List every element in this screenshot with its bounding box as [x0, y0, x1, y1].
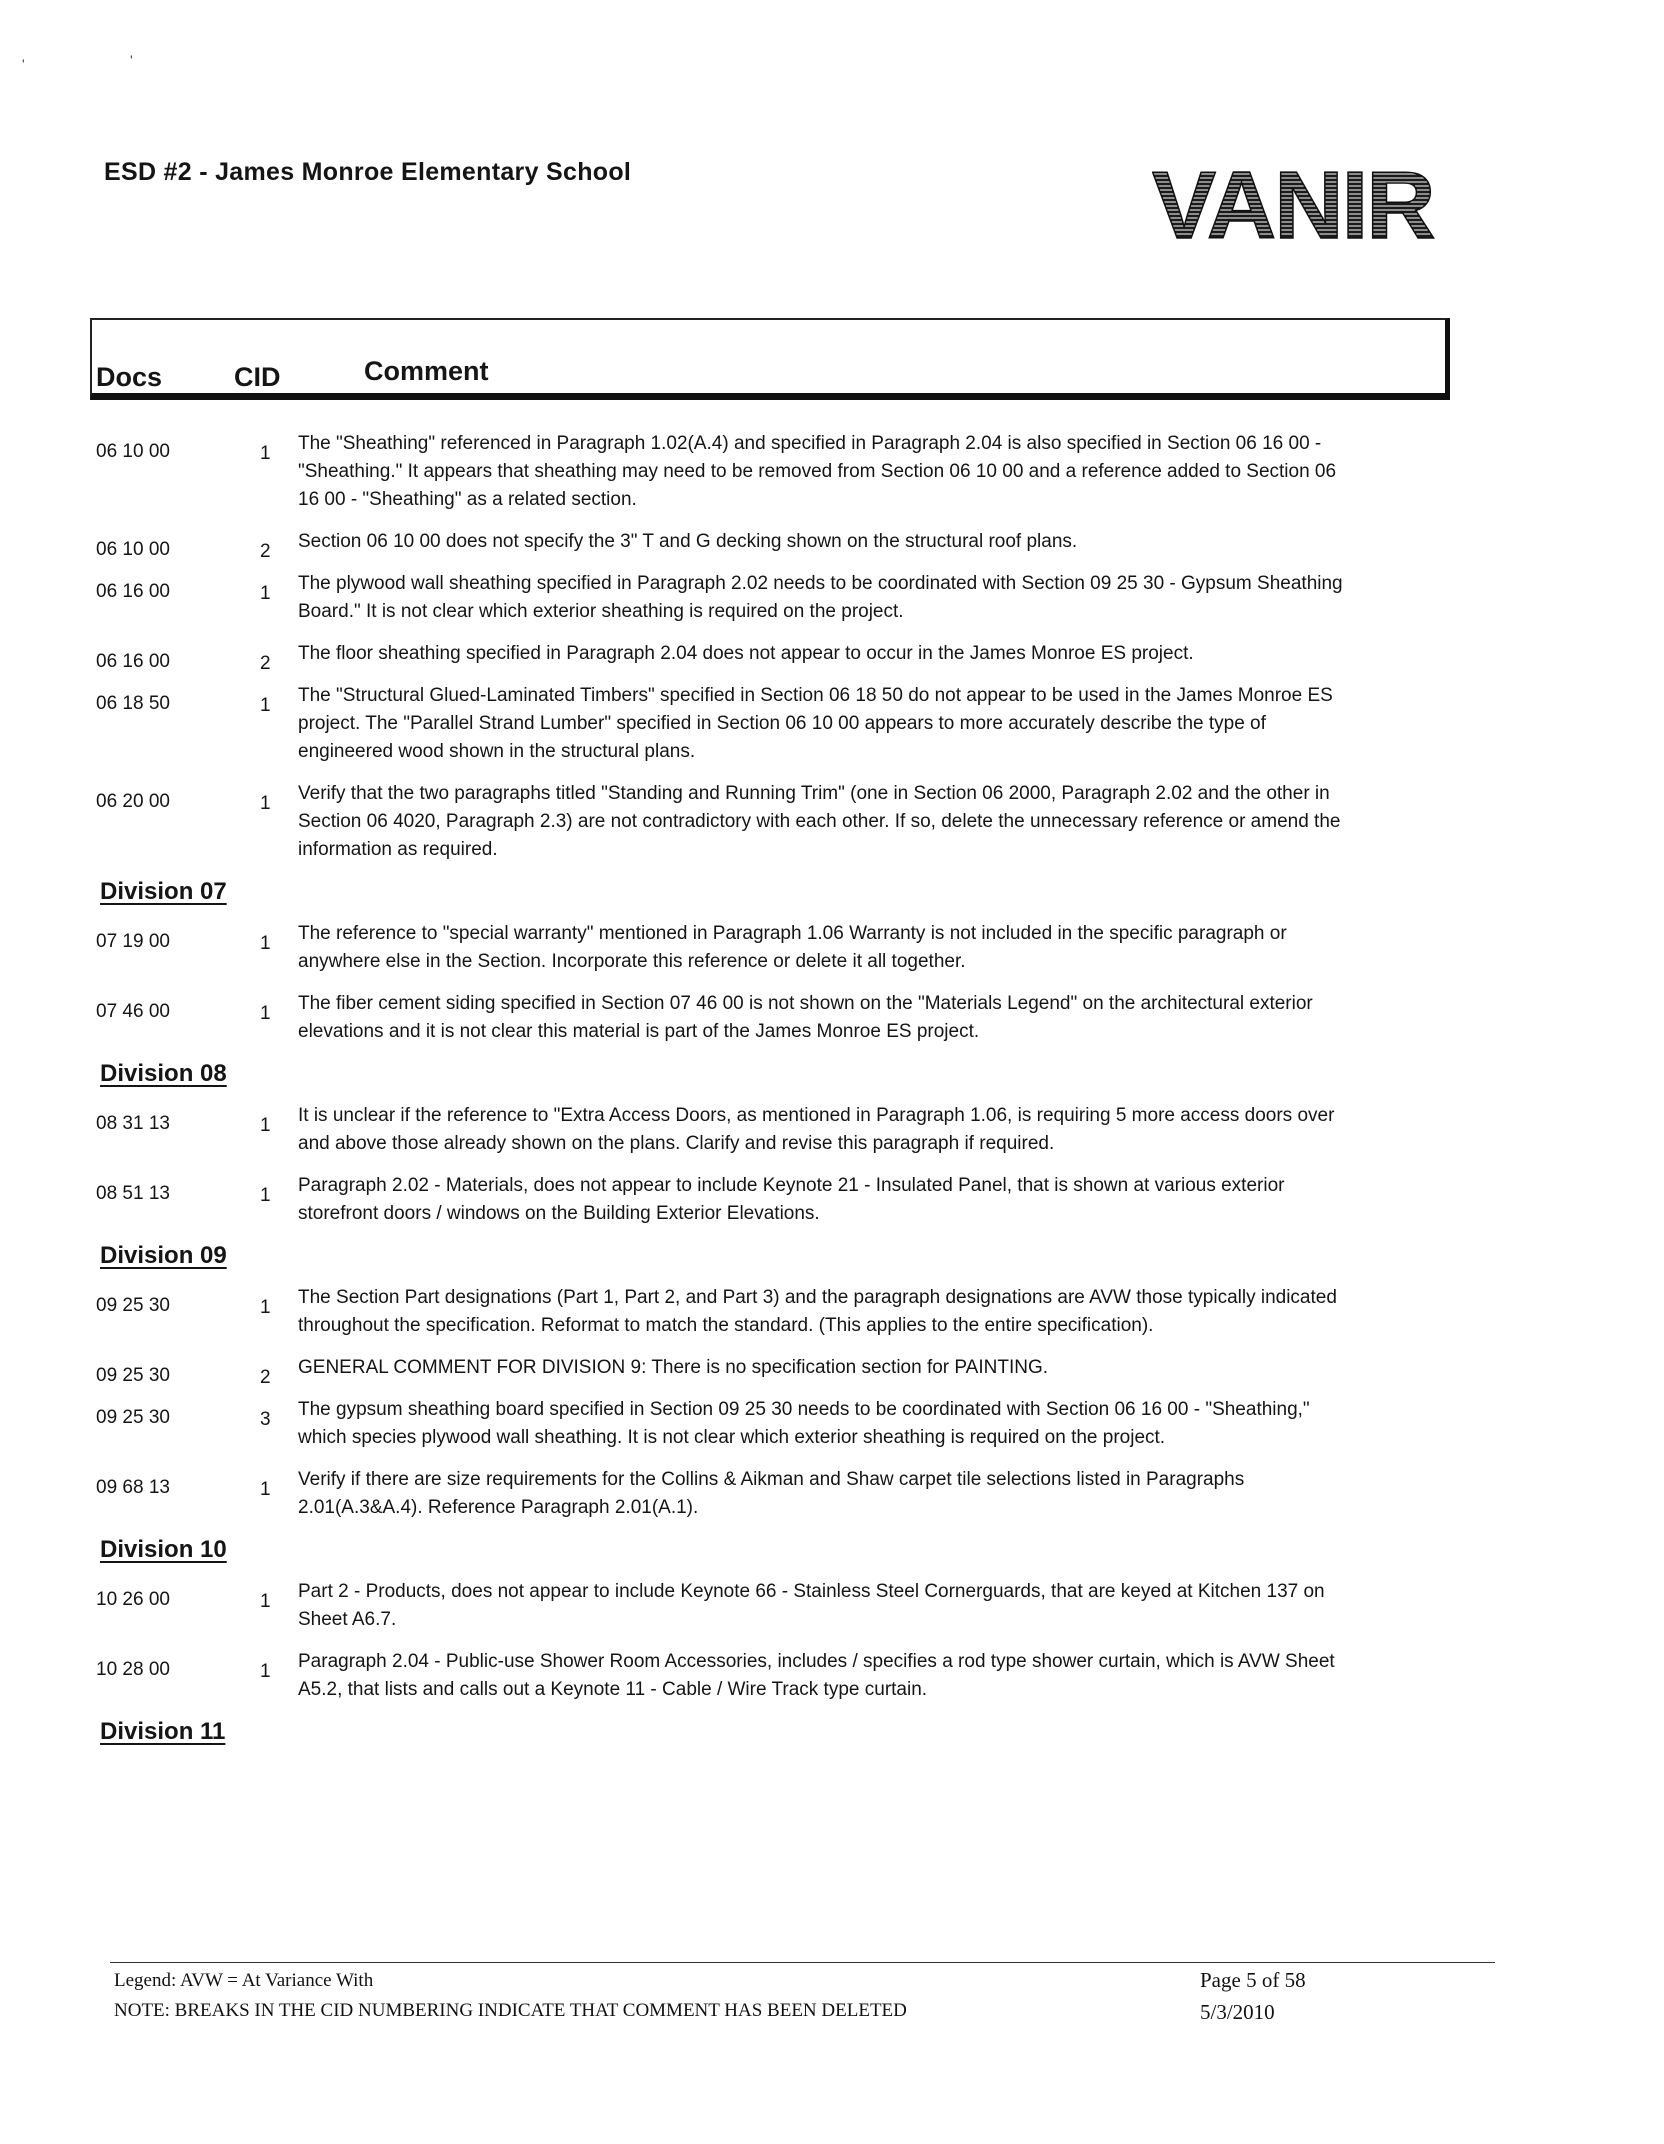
division-heading: Division 07 [100, 878, 227, 905]
comment-text: The floor sheathing specified in Paragraph 2.04 does not appear to occur in the James Monroe ES project. [298, 643, 1194, 664]
page-number: Page 5 of 58 [1200, 1968, 1306, 1992]
table-row [96, 1466, 1346, 1522]
column-header-cid: CID [234, 362, 281, 392]
comment-id: 1 [260, 1297, 271, 1318]
doc-section-number: 09 25 30 [96, 1365, 170, 1386]
table-row [96, 430, 1346, 514]
table-row [96, 780, 1346, 864]
comment-text: The reference to "special warranty" mentioned in Paragraph 1.06 Warranty is not included in the specific paragraph or anywhere else in the Section. Incorporate this reference or delete it all together. [298, 923, 1287, 972]
table-header [90, 318, 1450, 400]
comment-id: 1 [260, 443, 271, 464]
table-row [96, 920, 1346, 976]
comment-id: 1 [260, 1591, 271, 1612]
comment-text: The "Sheathing" referenced in Paragraph 1.02(A.4) and specified in Paragraph 2.04 is also specified in Section 06 16 00 - "Sheathing." It appears that sheathing may need to be removed from Section 06 10 00 and a reference added to Section 06 16 00 - "Sheathing" as a related section. [298, 433, 1337, 510]
doc-section-number: 10 26 00 [96, 1589, 170, 1610]
comment-text: The Section Part designations (Part 1, Part 2, and Part 3) and the paragraph designations are AVW those typically indicated throughout the specification. Reformat to match the standard. (This applies to the entire specification). [298, 1287, 1337, 1336]
doc-section-number: 06 10 00 [96, 539, 170, 560]
comment-text: The gypsum sheathing board specified in Section 09 25 30 needs to be coordinated with Section 06 16 00 - "Sheathing," which species plywood wall sheathing. It is not clear which exterior sheathing is required on the project. [298, 1399, 1310, 1448]
comment-text: Paragraph 2.02 - Materials, does not appear to include Keynote 21 - Insulated Panel, that is shown at various exterior storefront doors / windows on the Building Exterior Elevations. [298, 1175, 1285, 1224]
comment-text: It is unclear if the reference to "Extra Access Doors, as mentioned in Paragraph 1.06, is requiring 5 more access doors over and above those already shown on the plans. Clarify and revise this paragraph if required. [298, 1105, 1335, 1154]
division-heading: Division 09 [100, 1242, 227, 1269]
doc-section-number: 08 31 13 [96, 1113, 170, 1134]
doc-section-number: 07 19 00 [96, 931, 170, 952]
comment-id: 1 [260, 1003, 271, 1024]
doc-section-number: 06 18 50 [96, 693, 170, 714]
comment-table-body [96, 430, 1346, 1760]
vanir-logo-text: VANIR [1152, 160, 1434, 252]
document-title: ESD #2 - James Monroe Elementary School [104, 158, 632, 186]
table-row [96, 1284, 1346, 1340]
doc-section-number: 07 46 00 [96, 1001, 170, 1022]
table-row [96, 570, 1346, 626]
doc-section-number: 09 25 30 [96, 1407, 170, 1428]
comment-text: The fiber cement siding specified in Section 07 46 00 is not shown on the "Materials Legend" on the architectural exterior elevations and it is not clear this material is part of the James Monroe ES project. [298, 993, 1313, 1042]
comment-id: 2 [260, 541, 271, 562]
doc-section-number: 09 68 13 [96, 1477, 170, 1498]
footer-legend: Legend: AVW = At Variance With [114, 1970, 374, 1991]
comment-id: 1 [260, 793, 271, 814]
column-header-docs: Docs [96, 362, 163, 392]
doc-section-number: 09 25 30 [96, 1295, 170, 1316]
footer-note: NOTE: BREAKS IN THE CID NUMBERING INDICATE THAT COMMENT HAS BEEN DELETED [114, 2000, 907, 2021]
comment-text: Paragraph 2.04 - Public-use Shower Room Accessories, includes / specifies a rod type shower curtain, which is AVW Sheet A5.2, that lists and calls out a Keynote 11 - Cable / Wire Track type curtain. [298, 1651, 1335, 1700]
scan-speck: ' [22, 56, 25, 72]
division-heading: Division 10 [100, 1536, 227, 1563]
division-heading: Division 08 [100, 1060, 227, 1087]
table-row [96, 990, 1346, 1046]
table-row [96, 1172, 1346, 1228]
comment-text: GENERAL COMMENT FOR DIVISION 9: There is no specification section for PAINTING. [298, 1357, 1049, 1378]
doc-section-number: 06 20 00 [96, 791, 170, 812]
comment-id: 2 [260, 1367, 271, 1388]
comment-text: The plywood wall sheathing specified in Paragraph 2.02 needs to be coordinated with Section 09 25 30 - Gypsum Sheathing Board." It is not clear which exterior sheathing is required on the project. [298, 573, 1343, 622]
comment-text: Verify if there are size requirements for the Collins & Aikman and Shaw carpet tile selections listed in Paragraphs 2.01(A.3&A.4). Reference Paragraph 2.01(A.1). [298, 1469, 1245, 1518]
table-row [96, 682, 1346, 766]
table-row [96, 1102, 1346, 1158]
comment-id: 1 [260, 1185, 271, 1206]
comment-id: 1 [260, 1479, 271, 1500]
comment-text: Part 2 - Products, does not appear to include Keynote 66 - Stainless Steel Cornerguards, that are keyed at Kitchen 137 on Sheet A6.7. [298, 1581, 1325, 1630]
doc-section-number: 06 16 00 [96, 581, 170, 602]
comment-id: 1 [260, 695, 271, 716]
doc-section-number: 08 51 13 [96, 1183, 170, 1204]
comment-text: Verify that the two paragraphs titled "Standing and Running Trim" (one in Section 06 2000, Paragraph 2.02 and the other in Section 06 4020, Paragraph 2.3) are not contradictory with each other. If so, delete the unnecessary reference or amend the information as required. [298, 783, 1341, 860]
comment-text: The "Structural Glued-Laminated Timbers" specified in Section 06 18 50 do not appear to be used in the James Monroe ES project. The "Parallel Strand Lumber" specified in Section 06 10 00 appears to more accurately describe the type of engineered wood shown in the structural plans. [298, 685, 1333, 762]
vanir-logo [1152, 160, 1452, 252]
comment-id: 3 [260, 1409, 271, 1430]
footer-divider [110, 1962, 1495, 1963]
table-row [96, 640, 1346, 674]
comment-id: 1 [260, 583, 271, 604]
comment-id: 1 [260, 1115, 271, 1136]
doc-section-number: 10 28 00 [96, 1659, 170, 1680]
table-row [96, 1396, 1346, 1452]
table-row [96, 1648, 1346, 1704]
column-header-comment: Comment [364, 356, 489, 386]
doc-section-number: 06 16 00 [96, 651, 170, 672]
doc-section-number: 06 10 00 [96, 441, 170, 462]
table-row [96, 1354, 1346, 1388]
comment-id: 2 [260, 653, 271, 674]
table-row [96, 528, 1346, 562]
comment-id: 1 [260, 933, 271, 954]
scan-speck: ' [130, 52, 133, 68]
comment-id: 1 [260, 1661, 271, 1682]
division-heading: Division 11 [100, 1718, 226, 1745]
table-row [96, 1578, 1346, 1634]
comment-text: Section 06 10 00 does not specify the 3" T and G decking shown on the structural roof plans. [298, 531, 1078, 552]
document-date: 5/3/2010 [1200, 2000, 1275, 2024]
